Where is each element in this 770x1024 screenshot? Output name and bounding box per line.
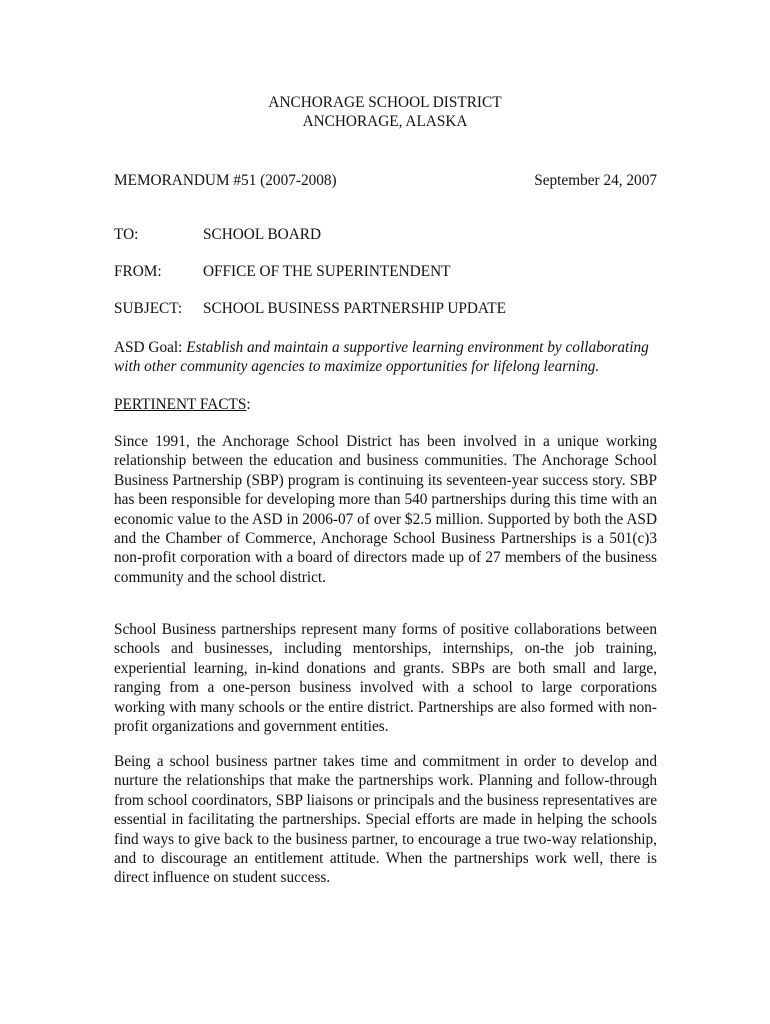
district-name: ANCHORAGE SCHOOL DISTRICT [268,94,502,111]
paragraph-commitment: Being a school business partner takes time and commitment in order to develop and nurture the relationships that make the partnerships work. Planning and follow-through from school coordinators, SBP liaisons or principals and the business representatives are essential in facilitating the partnerships. Special efforts are made in helping the schools find ways to give back to the business partner, to encourage a true two-way relationship, and to discourage an entitlement attitude. When the partnerships work well, there is direct influence on student success. [114,753,657,887]
subject-label: SUBJECT: [114,300,183,317]
pertinent-facts-heading [114,395,251,414]
to-label: TO: [114,226,139,243]
memo-number: MEMORANDUM #51 (2007-2008) [114,172,337,189]
asd-goal [114,338,657,377]
paragraph-forms: School Business partnerships represent many forms of positive collaborations between schools and businesses, including mentorships, internships, on-the job training, experiential learning, in-kind donations and grants. SBPs are both small and large, ranging from a one-person business involved with a school to large corporations working with many schools or the entire district. Partnerships are also formed with non-profit organizations and government entities. [114,621,657,736]
to-value: SCHOOL BOARD [203,226,321,243]
from-label: FROM: [114,263,162,280]
pertinent-facts-colon: : [246,396,251,413]
goal-text: Establish and maintain a supportive learning environment by collaborating with other community agencies to maximize opportunities for lifelong learning. [114,339,649,376]
pertinent-facts-title: PERTINENT FACTS [114,396,247,413]
from-value: OFFICE OF THE SUPERINTENDENT [203,263,451,280]
goal-label: ASD Goal: [114,339,183,356]
paragraph-history: Since 1991, the Anchorage School District has been involved in a unique working relationship between the education and business communities. The Anchorage School Business Partnership (SBP) program is continuing its seventeen-year success story. SBP has been responsible for developing more than 540 partnerships during this time with an economic value to the ASD in 2006-07 of over $2.5 million. Supported by both the ASD and the Chamber of Commerce, Anchorage School Business Partnerships is a 501(c)3 non-profit corporation with a board of directors made up of 27 members of the business community and the school district. [114,433,657,586]
memo-date: September 24, 2007 [534,172,657,189]
subject-value: SCHOOL BUSINESS PARTNERSHIP UPDATE [203,300,506,317]
district-location: ANCHORAGE, ALASKA [302,113,468,130]
